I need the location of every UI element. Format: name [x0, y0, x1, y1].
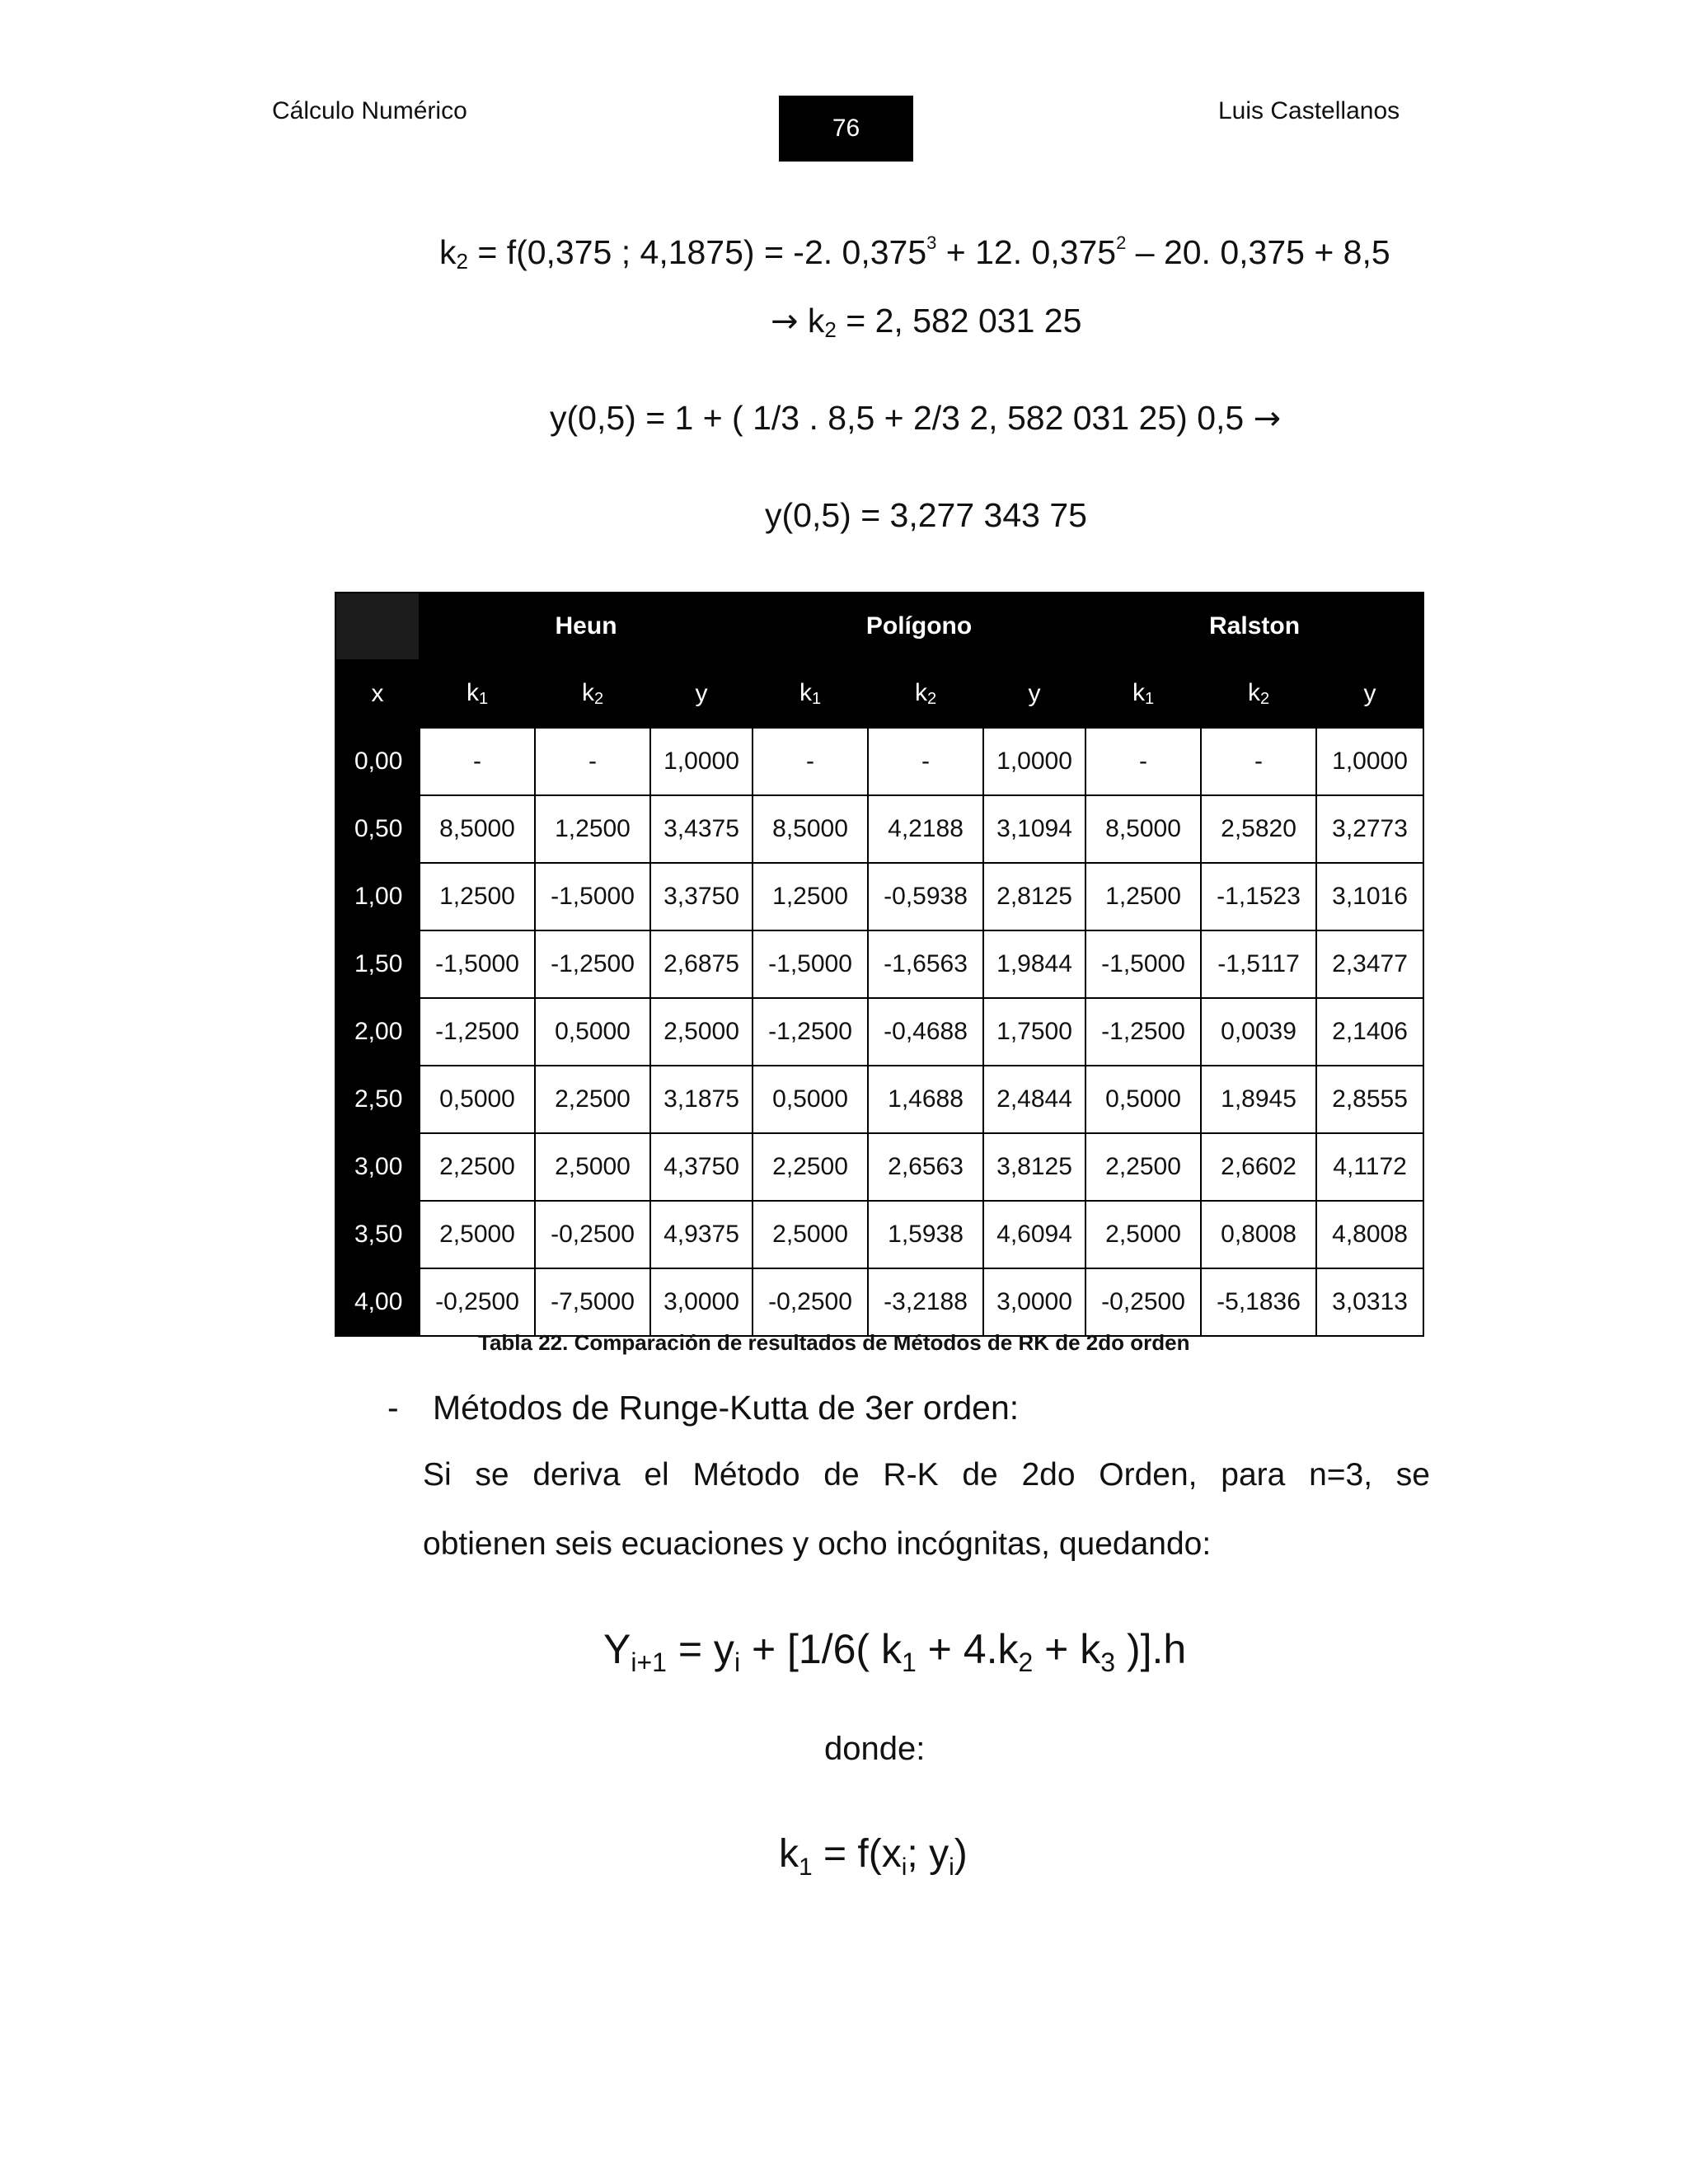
table-cell: 0,8008: [1201, 1201, 1316, 1268]
x-value-cell: 4,00: [335, 1268, 420, 1336]
y-evaluation: y(0,5) = 1 + ( 1/3 . 8,5 + 2/3 2, 582 031 25) 0,5 →: [550, 399, 1282, 438]
table-cell: 2,1406: [1316, 998, 1423, 1066]
x-value-cell: 0,00: [335, 728, 420, 795]
table-row: [335, 998, 1423, 1066]
rk3-formula: $Y_{i+1} = y_i + [1/6$( $k_1 + 4.k_2 + k_3$ )].h: [603, 1626, 1187, 1677]
table-cell: -: [1085, 728, 1201, 795]
table-cell: 2,5820: [1201, 795, 1316, 863]
table-cell: 2,2500: [1085, 1133, 1201, 1201]
table-cell: 3,2773: [1316, 795, 1423, 863]
x-value-cell: 0,50: [335, 795, 420, 863]
table-row: [335, 863, 1423, 930]
table-cell: -1,2500: [1085, 998, 1201, 1066]
table-cell: 1,2500: [420, 863, 535, 930]
table-cell: 2,5000: [535, 1133, 650, 1201]
table-cell: 1,0000: [1316, 728, 1423, 795]
x-value-cell: 1,00: [335, 863, 420, 930]
col-header-x: x: [335, 660, 420, 728]
col-header-k1: $k_1$: [753, 660, 868, 728]
table-cell: 3,0000: [983, 1268, 1085, 1336]
group-heun: Heun: [420, 593, 753, 660]
section-title: Métodos de Runge-Kutta de 3er orden:: [433, 1389, 1020, 1427]
table-cell: -: [868, 728, 983, 795]
x-value-cell: 3,50: [335, 1201, 420, 1268]
table-cell: -1,5117: [1201, 930, 1316, 998]
table-cell: -: [420, 728, 535, 795]
table-cell: 3,1875: [650, 1066, 753, 1133]
table-row: [335, 930, 1423, 998]
table-cell: 4,8008: [1316, 1201, 1423, 1268]
table-cell: -0,2500: [753, 1268, 868, 1336]
table-cell: 0,5000: [1085, 1066, 1201, 1133]
table-cell: -: [535, 728, 650, 795]
x-value-cell: 1,50: [335, 930, 420, 998]
bullet-dash: -: [387, 1389, 399, 1427]
header-author: Luis Castellanos: [1218, 97, 1400, 124]
table-cell: -1,2500: [420, 998, 535, 1066]
table-cell: 1,8945: [1201, 1066, 1316, 1133]
table-caption: Tabla 22. Comparación de resultados de Métodos de RK de 2do orden: [478, 1330, 1190, 1355]
table-cell: 3,1016: [1316, 863, 1423, 930]
table-cell: -5,1836: [1201, 1268, 1316, 1336]
table-cell: 4,9375: [650, 1201, 753, 1268]
table-cell: 2,6563: [868, 1133, 983, 1201]
table-cell: -0,2500: [1085, 1268, 1201, 1336]
col-header-k1: $k_1$: [1085, 660, 1201, 728]
table-cell: -1,5000: [420, 930, 535, 998]
table-cell: 2,3477: [1316, 930, 1423, 998]
table-cell: 2,6875: [650, 930, 753, 998]
table-cell: -0,4688: [868, 998, 983, 1066]
col-header-k2: $k_2$: [868, 660, 983, 728]
table-cell: 2,4844: [983, 1066, 1085, 1133]
paragraph-line-2: obtienen seis ecuaciones y ocho incógnitas, quedando:: [423, 1526, 1212, 1562]
table-row: [335, 795, 1423, 863]
table-cell: 2,2500: [535, 1066, 650, 1133]
table-cell: -1,5000: [753, 930, 868, 998]
table-cell: -0,5938: [868, 863, 983, 930]
table-cell: 2,5000: [650, 998, 753, 1066]
table-cell: -1,2500: [535, 930, 650, 998]
page-number: 76: [779, 96, 913, 162]
table-cell: 3,8125: [983, 1133, 1085, 1201]
table-cell: -1,1523: [1201, 863, 1316, 930]
table-cell: -0,2500: [420, 1268, 535, 1336]
table-cell: 1,2500: [1085, 863, 1201, 930]
table-row: [335, 1066, 1423, 1133]
table-cell: 2,8555: [1316, 1066, 1423, 1133]
table-cell: -0,2500: [535, 1201, 650, 1268]
donde-label: donde:: [824, 1731, 926, 1767]
table-cell: 1,5938: [868, 1201, 983, 1268]
table-cell: 1,9844: [983, 930, 1085, 998]
k2-equation: $k_2 = f(0,375$ ; 4,1875) = -2. $0,375^3 + 12$. 0,375$^2$ – 20. 0,375 + 8,5: [439, 232, 1390, 274]
table-cell: -1,2500: [753, 998, 868, 1066]
table-cell: 3,0313: [1316, 1268, 1423, 1336]
table-cell: -: [1201, 728, 1316, 795]
table-cell: -1,5000: [535, 863, 650, 930]
table-cell: 2,6602: [1201, 1133, 1316, 1201]
x-value-cell: 2,50: [335, 1066, 420, 1133]
table-row: [335, 1133, 1423, 1201]
table-cell: 4,1172: [1316, 1133, 1423, 1201]
col-header-k2: $k_2$: [535, 660, 650, 728]
table-cell: 1,4688: [868, 1066, 983, 1133]
table-cell: 3,1094: [983, 795, 1085, 863]
table-cell: -1,5000: [1085, 930, 1201, 998]
table-cell: 3,0000: [650, 1268, 753, 1336]
table-cell: 4,6094: [983, 1201, 1085, 1268]
table-cell: 0,5000: [420, 1066, 535, 1133]
table-cell: -1,6563: [868, 930, 983, 998]
col-header-y: y: [650, 660, 753, 728]
table-cell: 3,3750: [650, 863, 753, 930]
table-cell: 8,5000: [1085, 795, 1201, 863]
col-header-k1: $k_1$: [420, 660, 535, 728]
table-cell: 1,7500: [983, 998, 1085, 1066]
table-corner: [335, 593, 420, 660]
table-cell: 8,5000: [420, 795, 535, 863]
k2-result: → $k_2 = 2$, 582 031 25: [771, 302, 1082, 342]
table-cell: 0,5000: [753, 1066, 868, 1133]
table-row: [335, 1268, 1423, 1336]
table-cell: 2,2500: [420, 1133, 535, 1201]
table-cell: 4,2188: [868, 795, 983, 863]
table-cell: -: [753, 728, 868, 795]
arrow-icon: →: [1253, 400, 1282, 438]
arrow-icon: →: [771, 302, 799, 340]
table-cell: 0,5000: [535, 998, 650, 1066]
table-cell: 2,5000: [753, 1201, 868, 1268]
col-header-k2: $k_2$: [1201, 660, 1316, 728]
y-result: y(0,5) = 3,277 343 75: [765, 496, 1087, 534]
table-cell: 1,2500: [535, 795, 650, 863]
col-header-y: y: [983, 660, 1085, 728]
table-cell: 0,0039: [1201, 998, 1316, 1066]
header-title: Cálculo Numérico: [272, 97, 467, 124]
paragraph-line-1: Si se deriva el Método de R-K de 2do Orden, para n=3, se: [423, 1457, 1430, 1493]
table-cell: -7,5000: [535, 1268, 650, 1336]
col-header-y: y: [1316, 660, 1423, 728]
table-cell: 1,2500: [753, 863, 868, 930]
table-cell: 1,0000: [650, 728, 753, 795]
table-cell: -3,2188: [868, 1268, 983, 1336]
table-cell: 2,5000: [1085, 1201, 1201, 1268]
table-row: [335, 728, 1423, 795]
table-cell: 4,3750: [650, 1133, 753, 1201]
table-cell: 2,2500: [753, 1133, 868, 1201]
table-row: [335, 1201, 1423, 1268]
x-value-cell: 3,00: [335, 1133, 420, 1201]
group-poligono: Polígono: [753, 593, 1085, 660]
group-ralston: Ralston: [1085, 593, 1423, 660]
table-cell: 2,5000: [420, 1201, 535, 1268]
k1-definition: $k_1 = f(x_i$; $y_i$): [779, 1832, 968, 1881]
comparison-table: [335, 592, 1424, 1337]
table-cell: 8,5000: [753, 795, 868, 863]
table-cell: 2,8125: [983, 863, 1085, 930]
x-value-cell: 2,00: [335, 998, 420, 1066]
table-cell: 3,4375: [650, 795, 753, 863]
table-cell: 1,0000: [983, 728, 1085, 795]
